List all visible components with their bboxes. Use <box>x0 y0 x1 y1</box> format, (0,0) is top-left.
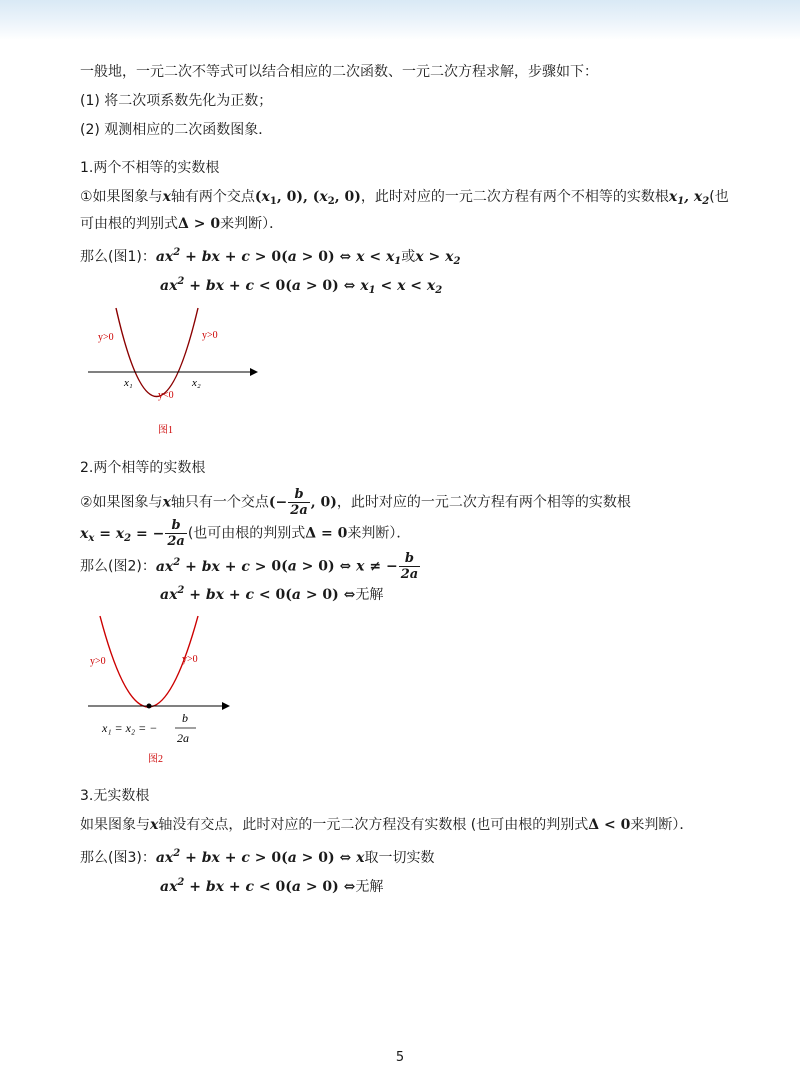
intro-text: 一般地，一元二次不等式可以结合相应的二次函数、一元二次方程求解，步骤如下： <box>80 64 598 80</box>
figure-1-axis-arrow <box>250 368 258 376</box>
figure-1 <box>86 300 266 442</box>
case2-heading: 2.两个相等的实数根 <box>80 460 206 476</box>
step-2: (2) 观测相应的二次函数图象． <box>80 122 273 138</box>
case2-formula-1: 那么(图2)：$ax^2$ + bx + c > 0(a > 0) ⇔ x ≠ − $\frac{b}{2a}$ <box>80 551 419 582</box>
figure-1-root2: x₂ <box>192 377 201 389</box>
case3-paragraph: 如果图象与x轴没有交点，此时对应的一元二次方程没有实数根 (也可由根的判别式Δ < 0来判断）． <box>80 817 694 833</box>
figure-1-label-pos-right: y>0 <box>202 330 218 341</box>
case1-paragraph-line1: ①如果图象与x轴有两个交点($x_1$, 0), ($x_2$, 0)，此时对应的一元二次方程有两个不相等的实数根$x_1$, $x_2$(也 <box>80 189 729 207</box>
step-1: (1) 将二次项系数先化为正数； <box>80 93 273 109</box>
case3-formula-2: $ax^2$ + bx + c < 0(a > 0) ⇔无解 <box>160 877 384 895</box>
case1-formula-2: $ax^2$ + bx + c < 0(a > 0) ⇔ $x_1 < x < x_2$ <box>160 276 443 296</box>
figure-1-caption: 图1 <box>158 425 173 436</box>
figure-2-label-pos-right: y>0 <box>182 654 198 665</box>
case2-paragraph-line1: ②如果图象与x轴只有一个交点(− $\frac{b}{2a}$ , 0)，此时对应的一元二次方程有两个相等的实数根 <box>80 487 631 518</box>
figure-2-frac-num: b <box>182 711 188 725</box>
figure-2-root-equation: x₁ = x₂ = − <box>102 721 158 735</box>
figure-2-vertex <box>147 704 152 709</box>
case1-heading: 1.两个不相等的实数根 <box>80 160 220 176</box>
figure-2 <box>86 608 236 768</box>
case1-formula-1: 那么(图1)：$ax^2$ + bx + c > 0(a > 0) ⇔ $x < x_1$或$x > x_2$ <box>80 247 461 267</box>
case3-formula-1: 那么(图3)：$ax^2$ + bx + c > 0(a > 0) ⇔ x取一切实数 <box>80 848 435 866</box>
case2-formula-2: $ax^2$ + bx + c < 0(a > 0) ⇔无解 <box>160 585 384 603</box>
figure-2-caption: 图2 <box>148 754 163 765</box>
case1-paragraph-line2: 可由根的判别式Δ > 0来判断）． <box>80 216 284 232</box>
figure-2-frac-den: 2a <box>177 731 189 745</box>
figure-2-axis-arrow <box>222 702 230 710</box>
figure-1-label-neg: y<0 <box>158 390 174 401</box>
case3-heading: 3.无实数根 <box>80 788 150 804</box>
case2-paragraph-line2: $x_x = x_2$ = − $\frac{b}{2a}$ (也可由根的判别式Δ = 0来判断）． <box>80 518 411 549</box>
figure-1-label-pos-left: y>0 <box>98 332 114 343</box>
figure-1-root1: x₁ <box>124 377 133 389</box>
page-number: 5 <box>395 1050 405 1065</box>
figure-2-label-pos-left: y>0 <box>90 656 106 667</box>
